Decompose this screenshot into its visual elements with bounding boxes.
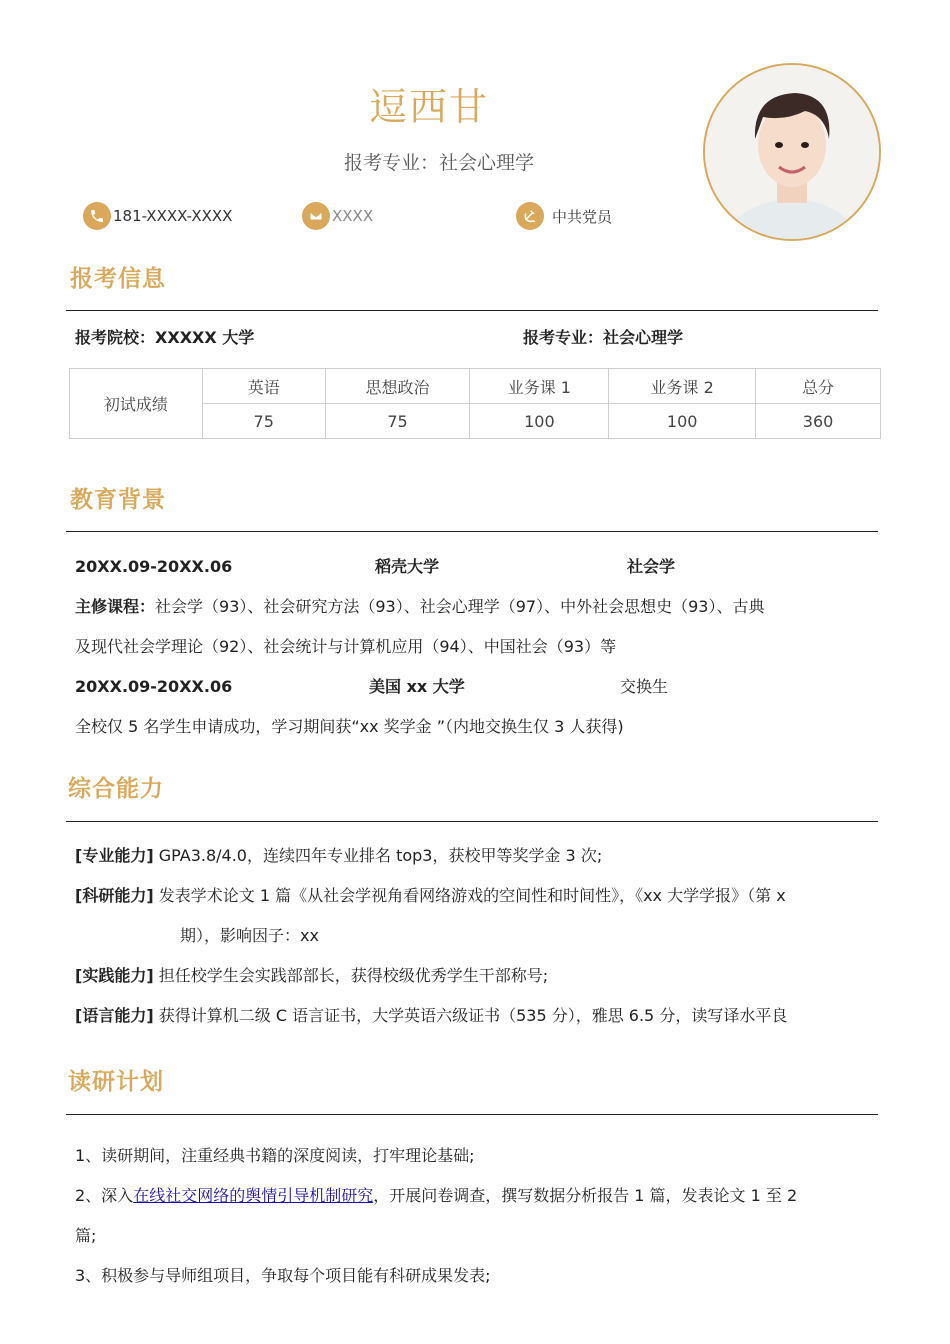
ability-label: [实践能力] — [75, 966, 154, 985]
apply-major — [523, 318, 683, 358]
ability-item — [75, 876, 786, 916]
ability-item — [75, 836, 602, 876]
ability-text: 担任校学生会实践部部长，获得校级优秀学生干部称号; — [158, 966, 549, 985]
score-value: 75 — [325, 404, 470, 439]
phone-icon — [83, 202, 111, 230]
research-topic-link[interactable]: 在线社交网络的舆情引导机制研究 — [133, 1186, 374, 1205]
courses-line-1 — [75, 587, 764, 627]
score-value: 100 — [470, 404, 609, 439]
section-divider — [66, 310, 878, 311]
courses-text: 社会学（93）、社会研究方法（93）、社会心理学（97）、中外社会思想史（93）、古典 — [155, 597, 765, 616]
score-header: 思想政治 — [325, 369, 470, 404]
edu1-school: 稻壳大学 — [375, 557, 440, 576]
courses-label: 主修课程： — [75, 597, 156, 616]
score-header-row — [70, 369, 881, 404]
edu1-date: 20XX.09-20XX.06 — [75, 557, 233, 576]
ability-text: 获得计算机二级 C 语言证书，大学英语六级证书（535 分），雅思 6.5 分，读写译水平良 — [158, 1006, 788, 1025]
score-row-label: 初试成绩 — [70, 369, 203, 439]
score-value: 360 — [756, 404, 881, 439]
score-header: 英语 — [202, 369, 325, 404]
ability-label: [专业能力] — [75, 846, 154, 865]
section-divider — [66, 821, 878, 822]
school-value: XXXXX 大学 — [155, 328, 255, 347]
section-title-abilities: 综合能力 — [68, 776, 164, 802]
candidate-name: 逗西甘 — [368, 85, 489, 129]
ability-label: [科研能力] — [75, 886, 154, 905]
courses-line-2: 及现代社会学理论（92）、社会统计与计算机应用（94）、中国社会（93）等 — [75, 637, 617, 656]
edu2-school: 美国 xx 大学 — [369, 677, 465, 696]
section-divider — [66, 1114, 878, 1115]
contact-phone — [83, 201, 232, 231]
party-emblem-icon — [516, 202, 544, 230]
ability-item — [75, 956, 548, 996]
edu2-date: 20XX.09-20XX.06 — [75, 677, 233, 696]
ability-label: [语言能力] — [75, 1006, 154, 1025]
profile-photo — [703, 63, 881, 241]
ability-text-continued: 期），影响因子：xx — [180, 926, 319, 945]
plan-item-2-continued: 篇; — [75, 1226, 97, 1245]
email-text: XXXX — [332, 207, 374, 225]
plan-item-2 — [75, 1176, 797, 1216]
section-title-education: 教育背景 — [70, 487, 166, 513]
section-title-apply: 报考信息 — [70, 266, 166, 292]
plan-item-1: 1、读研期间，注重经典书籍的深度阅读，打牢理论基础; — [75, 1146, 475, 1165]
section-title-plan: 读研计划 — [68, 1069, 164, 1095]
ability-text: 发表学术论文 1 篇《从社会学视角看网络游戏的空间性和时间性》，《xx 大学学报》（第 x — [158, 886, 786, 905]
score-table — [69, 368, 881, 439]
edu1-degree: 社会学 — [627, 557, 676, 576]
email-icon — [302, 202, 330, 230]
exchange-note: 全校仅 5 名学生申请成功，学习期间获“xx 奖学金 ”（内地交换生仅 3 人获得) — [75, 717, 624, 736]
ability-item — [75, 996, 787, 1036]
politics-text: 中共党员 — [552, 207, 613, 226]
ability-text: GPA3.8/4.0，连续四年专业排名 top3，获校甲等奖学金 3 次; — [158, 846, 603, 865]
header-major: 报考专业：社会心理学 — [343, 152, 534, 174]
score-header: 业务课 2 — [609, 369, 756, 404]
section-divider — [66, 531, 878, 532]
score-header: 业务课 1 — [470, 369, 609, 404]
apply-major-value: 社会心理学 — [603, 328, 684, 347]
edu2-degree: 交换生 — [620, 677, 669, 696]
plan-item-2-prefix: 2、深入 — [75, 1186, 134, 1205]
apply-major-label: 报考专业： — [523, 328, 604, 347]
score-header: 总分 — [756, 369, 881, 404]
school-label: 报考院校： — [75, 328, 156, 347]
plan-item-3: 3、积极参与导师组项目，争取每个项目能有科研成果发表; — [75, 1266, 491, 1285]
plan-item-2-suffix: ，开展问卷调查，撰写数据分析报告 1 篇，发表论文 1 至 2 — [373, 1186, 798, 1205]
phone-text: 181-XXXX-XXXX — [113, 207, 233, 225]
score-value: 75 — [202, 404, 325, 439]
contact-email — [302, 201, 373, 231]
score-value: 100 — [609, 404, 756, 439]
apply-school — [75, 318, 254, 358]
contact-politics — [516, 201, 612, 231]
